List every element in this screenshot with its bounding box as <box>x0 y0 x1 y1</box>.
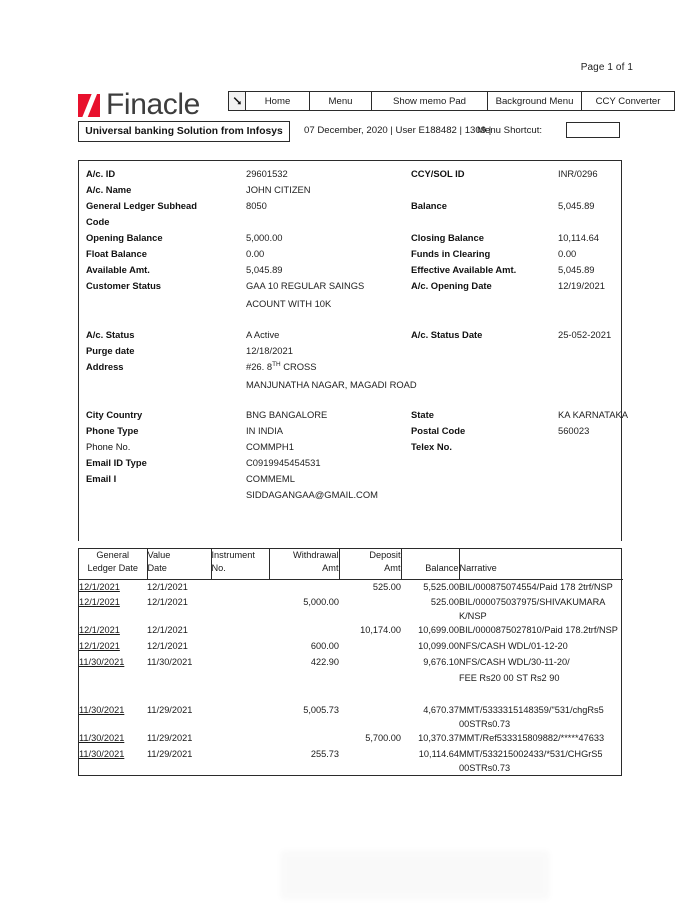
cell-narrative <box>459 687 623 703</box>
detail-value-ccy-sol-id: INR/0296 <box>558 168 598 179</box>
detail-value-ac-id: 29601532 <box>246 168 288 179</box>
cell-instrument <box>211 731 269 747</box>
cell-balance <box>401 671 459 687</box>
cell-gl-date: 12/1/2021 <box>79 625 120 635</box>
detail-label-float-balance: Float Balance <box>86 248 147 259</box>
cell-value-date: 12/1/2021 <box>147 581 188 592</box>
table-header-row <box>79 549 623 579</box>
detail-label-email-id-type: Email ID Type <box>86 457 147 468</box>
cell-narrative: FEE Rs20 00 ST Rs2 90 <box>459 673 560 683</box>
detail-label-phone-no: Phone No. <box>86 441 131 452</box>
cell-narrative: BIL/000075037975/SHIVAKUMARA K/NSP <box>459 597 605 621</box>
column-header-withdrawal-amt <box>269 549 339 579</box>
column-header-value-date <box>147 549 211 579</box>
transactions-table-bottom-border <box>78 775 622 776</box>
transactions-table-body <box>79 579 623 775</box>
cell-instrument <box>211 747 269 775</box>
nav-item-background-menu[interactable]: Background Menu <box>488 92 582 110</box>
cell-instrument <box>211 579 269 595</box>
detail-label-available-amt: Available Amt. <box>86 264 150 275</box>
cell-withdrawal <box>269 623 339 639</box>
cell-deposit <box>339 655 401 671</box>
cell-gl-date: 11/30/2021 <box>79 705 125 715</box>
cell-instrument <box>211 639 269 655</box>
balance-header-line1 <box>402 549 459 562</box>
detail-value-email-id-type: C0919945454531 <box>246 457 321 468</box>
cell-narrative: NFS/CASH WDL/01-12-20 <box>459 641 568 651</box>
detail-label-address: Address <box>86 361 124 372</box>
cell-gl-date: 12/1/2021 <box>79 641 120 651</box>
cell-value-date <box>147 687 211 703</box>
detail-label-balance: Balance <box>411 200 447 211</box>
detail-row <box>79 425 621 441</box>
address-line1-prefix: #26. 8 <box>246 361 273 372</box>
session-info: 07 December, 2020 | User E188482 | 1309 | <box>304 125 492 136</box>
cell-withdrawal <box>269 579 339 595</box>
detail-value-phone-no: COMMPH1 <box>246 441 294 452</box>
cell-gl-date: 11/30/2021 <box>79 749 125 759</box>
detail-row <box>79 345 621 361</box>
detail-value-closing-balance: 10,114.64 <box>558 232 600 243</box>
cell-balance <box>401 687 459 703</box>
detail-row <box>79 489 621 505</box>
value-header-line1: Value <box>147 550 171 560</box>
withdrawal-header-line1: Withdrawal <box>293 550 339 560</box>
cell-instrument <box>211 703 269 731</box>
cell-balance: 10,114.64 <box>418 749 459 759</box>
cell-balance: 10,699.00 <box>418 625 459 635</box>
cell-value-date: 11/30/2021 <box>147 657 193 667</box>
detail-value-opening-balance: 5,000.00 <box>246 232 283 243</box>
detail-row <box>79 457 621 473</box>
detail-label-city-country: City Country <box>86 409 143 420</box>
cell-deposit <box>339 671 401 687</box>
table-row <box>79 579 623 595</box>
instrument-header-line1: Instrument <box>211 550 255 560</box>
detail-label-telex-no: Telex No. <box>411 441 452 452</box>
address-line1-suffix: CROSS <box>280 361 317 372</box>
tagline-box: Universal banking Solution from Infosys <box>78 121 290 142</box>
cell-withdrawal: 5,000.00 <box>303 597 339 607</box>
cell-narrative: BIL/000875074554/Paid 178 2trf/NSP <box>459 581 613 592</box>
cell-balance: 4,670.37 <box>423 705 459 715</box>
detail-value-city-country: BNG BANGALORE <box>246 409 328 420</box>
cell-deposit <box>339 639 401 655</box>
detail-label-customer-status: Customer Status <box>86 280 162 291</box>
cell-deposit <box>339 595 401 623</box>
cell-gl-date: 11/30/2021 <box>79 657 125 667</box>
detail-row <box>79 168 621 184</box>
detail-value-customer-status-line2: ACOUNT WITH 10K <box>246 298 332 309</box>
cell-narrative: MMT/5333315148359/"531/chgRs5 00STRs0.73 <box>459 705 604 729</box>
cell-withdrawal <box>269 687 339 703</box>
detail-label-email-i: Email I <box>86 473 117 484</box>
cell-deposit <box>339 687 401 703</box>
nav-item-ccy-converter[interactable]: CCY Converter <box>595 95 661 107</box>
table-row <box>79 655 623 671</box>
table-row <box>79 671 623 687</box>
table-row <box>79 623 623 639</box>
detail-row <box>79 379 621 395</box>
column-header-deposit-amt <box>339 549 401 579</box>
cell-value-date: 12/1/2021 <box>147 597 188 607</box>
detail-value-balance: 5,045.89 <box>558 200 595 211</box>
cell-withdrawal: 600.00 <box>310 641 339 651</box>
detail-value-address-line2: MANJUNATHA NAGAR, MAGADI ROAD <box>246 379 417 390</box>
detail-label-ac-opening-date: A/c. Opening Date <box>411 280 492 291</box>
table-row <box>79 639 623 655</box>
detail-label-ac-status-date: A/c. Status Date <box>411 329 483 340</box>
cell-narrative: MMT/Ref533315809882/*****47633 <box>459 733 605 743</box>
top-navigation-bar <box>228 91 675 111</box>
transactions-table-container <box>78 548 622 775</box>
detail-value-purge-date: 12/18/2021 <box>246 345 293 356</box>
detail-row <box>79 298 621 314</box>
detail-label-state: State <box>411 409 434 420</box>
value-header-line2: Date <box>147 563 167 573</box>
narrative-header-line2: Narrative <box>459 563 497 573</box>
detail-label-closing-balance: Closing Balance <box>411 232 484 243</box>
cell-value-date: 11/29/2021 <box>147 749 193 759</box>
detail-label-code: Code <box>86 216 110 227</box>
column-header-balance <box>401 549 459 579</box>
nav-item-show-memo-pad[interactable]: Show memo Pad <box>372 92 488 110</box>
detail-row <box>79 441 621 457</box>
detail-value-state: KA KARNATAKA <box>558 409 628 420</box>
detail-value-phone-type: IN INDIA <box>246 425 283 436</box>
detail-row <box>79 264 621 280</box>
finacle-logo-mark-icon <box>78 94 100 117</box>
gl-header-line1: General <box>96 550 130 560</box>
cell-instrument <box>211 687 269 703</box>
cell-value-date: 12/1/2021 <box>147 641 188 651</box>
gl-header-line2: Ledger Date <box>87 563 139 573</box>
detail-row <box>79 200 621 216</box>
table-row <box>79 747 623 775</box>
narrative-header-line1 <box>460 549 624 562</box>
cell-value-date: 11/29/2021 <box>147 705 193 715</box>
cell-balance: 525.00 <box>430 597 459 607</box>
detail-value-address-line1 <box>246 361 317 372</box>
column-header-instrument-no <box>211 549 269 579</box>
cell-withdrawal: 5,005.73 <box>303 705 339 715</box>
detail-value-email-i: COMMEML <box>246 473 295 484</box>
table-row <box>79 703 623 731</box>
detail-label-opening-balance: Opening Balance <box>86 232 163 243</box>
page-watermark <box>280 850 550 900</box>
cell-gl-date: 11/30/2021 <box>79 733 125 743</box>
cell-value-date <box>147 671 211 687</box>
deposit-header-line1: Deposit <box>369 550 401 560</box>
detail-row <box>79 232 621 248</box>
detail-label-ccy-sol-id: CCY/SOL ID <box>411 168 465 179</box>
cell-deposit: 525.00 <box>372 581 401 592</box>
cell-gl-date: 12/1/2021 <box>79 597 120 607</box>
cell-deposit: 10,174.00 <box>360 625 401 635</box>
cell-deposit <box>339 703 401 731</box>
detail-label-postal-code: Postal Code <box>411 425 466 436</box>
detail-value-postal-code: 560023 <box>558 425 590 436</box>
cell-withdrawal: 255.73 <box>310 749 339 759</box>
detail-label-ac-status: A/c. Status <box>86 329 135 340</box>
detail-label-purge-date: Purge date <box>86 345 135 356</box>
detail-label-gl-subhead: General Ledger Subhead <box>86 200 197 211</box>
nav-item-menu[interactable]: Menu <box>310 92 372 110</box>
cell-instrument <box>211 655 269 671</box>
diagonal-arrow-down-right-icon[interactable] <box>229 92 246 110</box>
cell-gl-date: 12/1/2021 <box>79 581 120 592</box>
instrument-header-line2: No. <box>211 563 226 573</box>
column-header-general-ledger-date <box>79 549 147 579</box>
cell-withdrawal: 422.90 <box>310 657 339 667</box>
detail-value-email-address: SIDDAGANGAA@GMAIL.COM <box>246 489 378 500</box>
detail-value-ac-status: A Active <box>246 329 280 340</box>
detail-value-funds-in-clearing: 0.00 <box>558 248 577 259</box>
detail-row <box>79 280 621 296</box>
cell-narrative: MMT/533215002433/*531/CHGrS5 00STRs0.73 <box>459 749 603 773</box>
cell-narrative: NFS/CASH WDL/30-11-20/ <box>459 657 570 667</box>
detail-row <box>79 184 621 200</box>
cell-withdrawal <box>269 671 339 687</box>
cell-narrative: BIL/0000875027810/Paid 178.2trf/NSP <box>459 625 618 635</box>
cell-instrument <box>211 623 269 639</box>
column-header-narrative <box>459 549 623 579</box>
detail-row <box>79 409 628 425</box>
detail-row <box>79 216 621 232</box>
detail-value-float-balance: 0.00 <box>246 248 265 259</box>
transactions-table <box>79 549 623 775</box>
cell-value-date: 12/1/2021 <box>147 625 188 635</box>
menu-shortcut-input[interactable] <box>566 122 620 138</box>
detail-label-ac-name: A/c. Name <box>86 184 132 195</box>
balance-header-line2: Balance <box>425 563 459 573</box>
detail-row <box>79 248 621 264</box>
address-line1-ordinal-suffix: TH <box>272 360 281 368</box>
cell-instrument <box>211 671 269 687</box>
detail-value-available-amt: 5,045.89 <box>246 264 283 275</box>
detail-value-ac-name: JOHN CITIZEN <box>246 184 311 195</box>
withdrawal-header-line2: Amt <box>322 563 339 573</box>
cell-balance: 10,099.00 <box>418 641 459 651</box>
detail-value-ac-status-date: 25-052-2021 <box>558 329 612 340</box>
detail-value-ac-opening-date: 12/19/2021 <box>558 280 605 291</box>
cell-balance: 9,676.10 <box>423 657 459 667</box>
finacle-logo <box>78 88 200 122</box>
detail-value-effective-available-amt: 5,045.89 <box>558 264 595 275</box>
menu-shortcut-label: Menu Shortcut: <box>477 125 543 136</box>
cell-withdrawal <box>269 731 339 747</box>
detail-label-effective-available-amt: Effective Available Amt. <box>411 264 517 275</box>
cell-instrument <box>211 595 269 623</box>
nav-item-home[interactable]: Home <box>246 92 310 110</box>
cell-deposit <box>339 747 401 775</box>
cell-balance: 5,525.00 <box>423 581 459 592</box>
detail-label-funds-in-clearing: Funds in Clearing <box>411 248 491 259</box>
detail-label-ac-id: A/c. ID <box>86 168 116 179</box>
account-details-panel <box>78 160 628 541</box>
table-row <box>79 687 623 703</box>
detail-label-phone-type: Phone Type <box>86 425 139 436</box>
detail-row <box>79 473 621 489</box>
deposit-header-line2: Amt <box>384 563 401 573</box>
detail-row <box>79 361 621 377</box>
finacle-logo-text: Finacle <box>106 88 200 121</box>
detail-row <box>79 329 621 345</box>
cell-balance: 10,370.37 <box>418 733 459 743</box>
table-row <box>79 731 623 747</box>
detail-value-gl-subhead: 8050 <box>246 200 267 211</box>
cell-value-date: 11/29/2021 <box>147 733 193 743</box>
table-row <box>79 595 623 623</box>
cell-deposit: 5,700.00 <box>365 733 401 743</box>
page-indicator: Page 1 of 1 <box>580 62 633 73</box>
detail-value-customer-status: GAA 10 REGULAR SAINGS <box>246 280 365 291</box>
